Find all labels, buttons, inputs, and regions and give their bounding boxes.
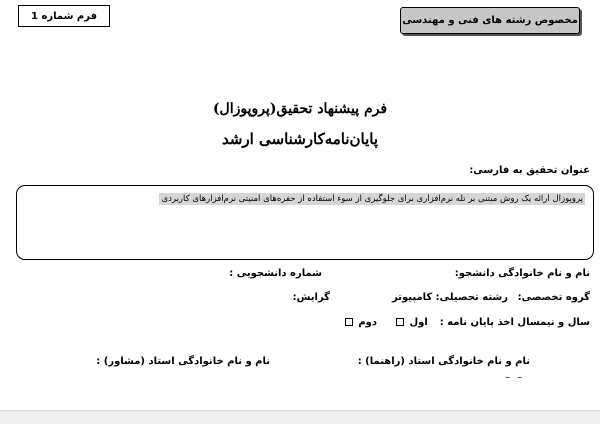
form-title: فرم پیشنهاد تحقیق(پروپوزال) [212, 101, 388, 117]
supervisor-label: نام و نام خانوادگی استاد (راهنما) : [357, 356, 530, 367]
specialization-label: گرایش: [292, 292, 330, 303]
year-semester-label: سال و نیمسال اخذ پایان نامه : [439, 317, 590, 328]
subject-value: پروپوزال ارائه یک روش مبتنی بر تله نرم‌افزاری برای جلوگیری از سوء استفاده از حفره‌های امنیتی نرم‌افزارهای کاربردی [161, 194, 583, 204]
supervisor-dash: – – [505, 372, 525, 383]
subject-field[interactable] [16, 185, 594, 260]
first-semester-label: اول [409, 317, 428, 328]
field-label: رشته تحصیلی: کامپیوتر [392, 292, 508, 303]
student-name-label: نام و نام خانوادگی دانشجو: [454, 268, 590, 279]
second-semester-checkbox[interactable] [345, 318, 353, 326]
department-badge-label: مخصوص رشته های فنی و مهندسی [402, 15, 578, 26]
department-badge [400, 7, 580, 34]
page-bottom-band [0, 410, 600, 424]
subject-label: عنوان تحقیق به فارسی: [469, 165, 590, 176]
student-id-label: شماره دانشجویی : [229, 268, 322, 279]
form-subtitle: پایان‌نامه‌کارشناسی ارشد [221, 130, 379, 148]
first-semester-checkbox[interactable] [396, 318, 404, 326]
dept-group-label: گروه تخصصی: [517, 292, 590, 303]
form-number-box [18, 5, 110, 27]
year-semester-row [343, 317, 590, 328]
advisor-label: نام و نام خانوادگی استاد (مشاور) : [96, 356, 270, 367]
form-number-label: فرم شماره 1 [31, 10, 97, 22]
second-semester-label: دوم [358, 317, 377, 328]
